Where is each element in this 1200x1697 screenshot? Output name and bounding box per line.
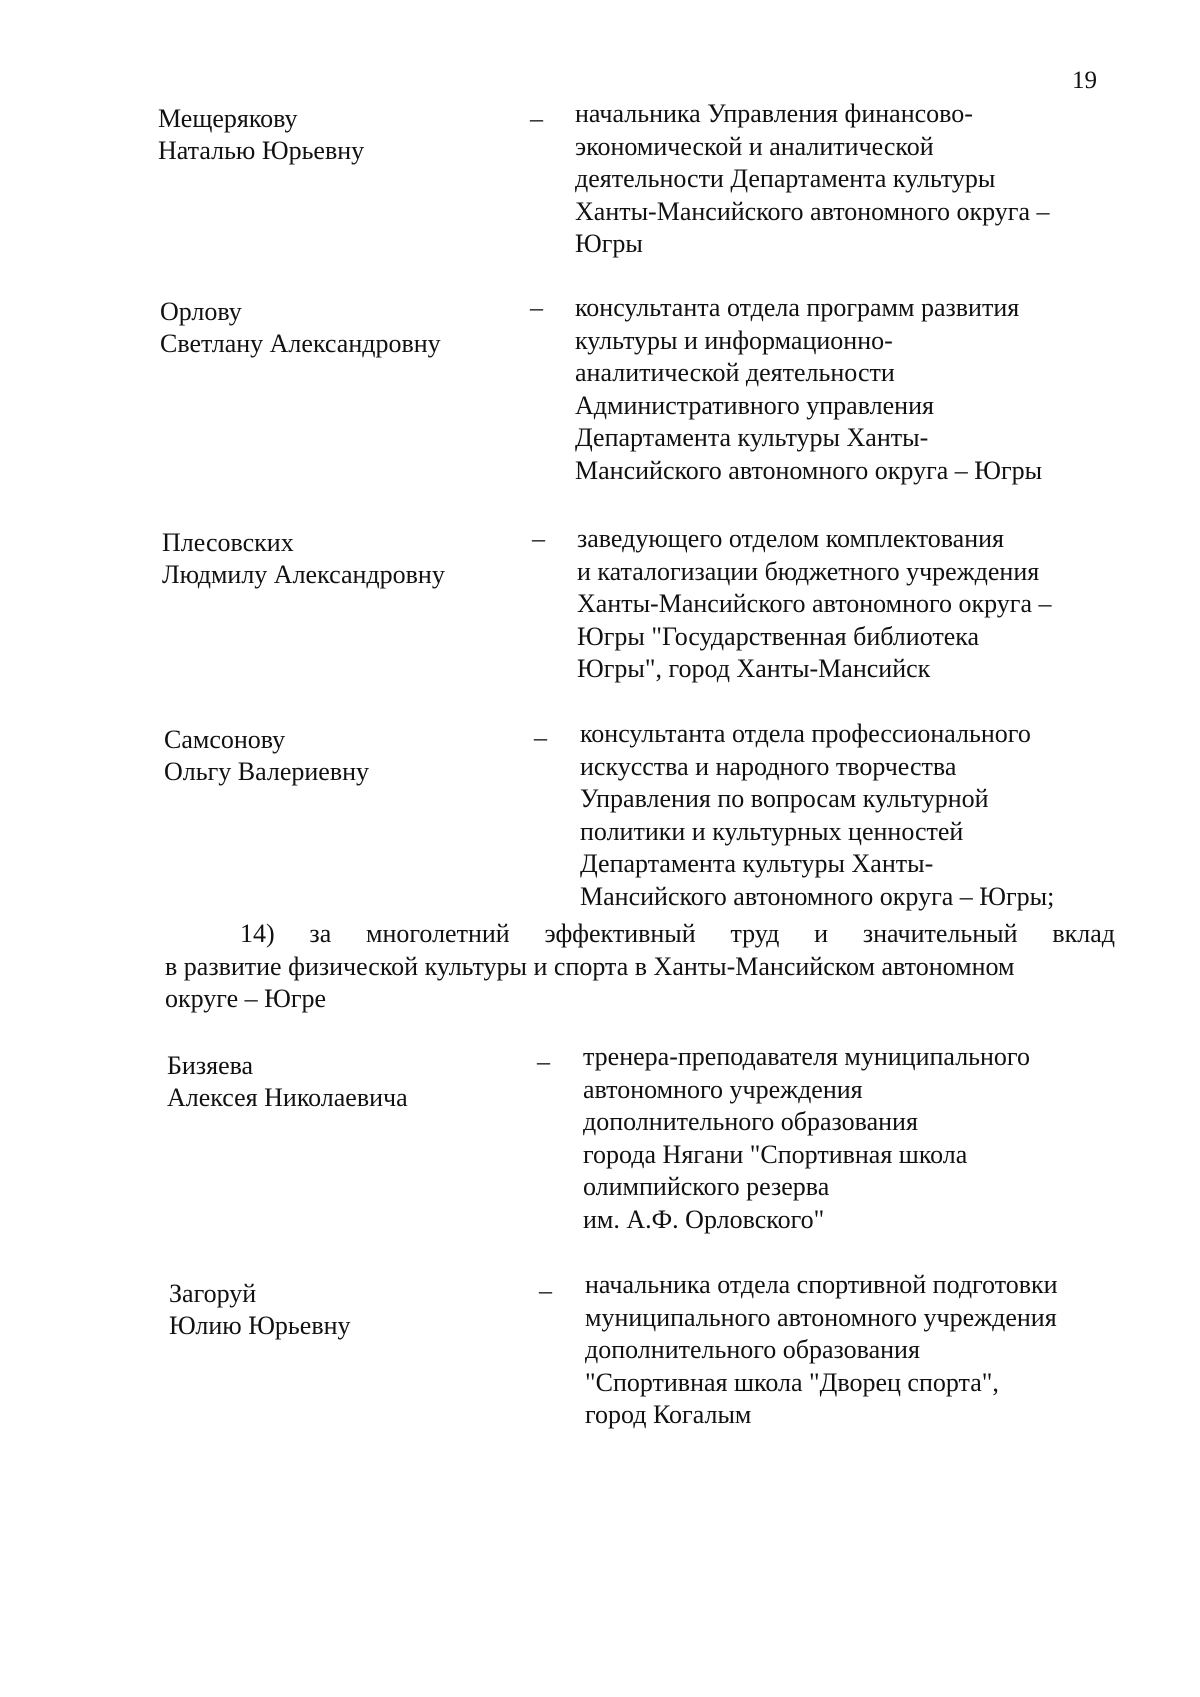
paragraph-line: 14) за многолетний эффективный труд и значительный вклад [240,919,1115,948]
position-line: "Спортивная школа "Дворец спорта", [585,1367,999,1397]
person-name [164,724,369,788]
paragraph-line: округе – Югре [165,984,327,1013]
position-line: город Когалым [585,1400,752,1429]
person-surname: Плесовских [162,528,294,557]
position-line: Ханты-Мансийского автономного округа – [575,196,1050,226]
position-line: олимпийского резерва [583,1172,830,1201]
person-name [158,103,364,167]
person-name [167,1050,408,1114]
dash-separator: – [530,104,543,133]
position-line: Департамента культуры Ханты- [580,849,934,878]
person-position [583,1041,1030,1236]
position-line: Управления по вопросам культурной [580,784,989,813]
position-line: Ханты-Мансийского автономного округа – [577,589,1052,618]
person-surname: Мещерякову [158,104,298,133]
position-line: консультанта отдела профессионального [580,719,1031,748]
person-given-names: Алексея Николаевича [167,1083,408,1112]
position-line: культуры и информационно- [575,325,893,355]
dash-separator: – [534,723,547,752]
dash-separator: – [539,1276,552,1305]
position-line: начальника отдела спортивной подготовки [585,1270,1058,1299]
person-surname: Загоруй [169,1279,257,1308]
position-line: дополнительного образования [585,1335,920,1364]
position-line: Департамента культуры Ханты- [575,423,929,452]
position-line: Мансийского автономного округа – Югры [575,455,1043,485]
position-line: начальника Управления финансово- [575,99,973,128]
section-paragraph [165,918,1115,1016]
dash-separator: – [532,524,545,553]
person-given-names: Ольгу Валериевну [164,757,370,786]
position-line: политики и культурных ценностей [580,816,964,846]
dash-separator: – [537,1047,550,1076]
person-given-names: Людмилу Александровну [162,560,445,589]
position-line: Административного управления [575,390,934,420]
person-position [585,1269,1058,1432]
position-line: Югры", город Ханты-Мансийск [577,654,931,683]
person-position [577,523,1052,686]
person-name [169,1278,351,1342]
position-line: заведующего отделом комплектования [577,524,1005,553]
person-surname: Орлову [160,297,242,326]
position-line: автономного учреждения [583,1074,863,1104]
person-surname: Бизяева [167,1051,254,1080]
position-line: Югры [575,229,643,258]
page-number: 19 [1072,67,1097,94]
person-position [575,98,1050,261]
person-given-names: Наталью Юрьевну [158,136,365,165]
person-position [580,718,1054,913]
position-line: тренера-преподавателя муниципального [583,1042,1030,1071]
position-line: деятельности Департамента культуры [575,164,996,193]
person-given-names: Юлию Юрьевну [169,1311,351,1340]
person-name [160,296,441,360]
position-line: города Нягани "Спортивная школа [583,1139,968,1169]
position-line: аналитической деятельности [575,358,895,387]
position-line: Мансийского автономного округа – Югры; [580,881,1055,911]
person-given-names: Светлану Александровну [160,329,441,358]
position-line: Югры "Государственная библиотека [577,621,980,651]
person-surname: Самсонову [164,725,286,754]
position-line: им. А.Ф. Орловского" [583,1204,825,1234]
position-line: экономической и аналитической [575,131,934,161]
position-line: и каталогизации бюджетного учреждения [577,556,1040,586]
dash-separator: – [530,293,543,322]
position-line: консультанта отдела программ развития [575,293,1020,322]
position-line: муниципального автономного учреждения [585,1302,1057,1332]
position-line: искусства и народного творчества [580,751,957,781]
position-line: дополнительного образования [583,1107,918,1136]
paragraph-line: в развитие физической культуры и спорта в Ханты-Мансийском автономном [165,951,1015,981]
person-name [162,527,445,591]
person-position [575,292,1042,487]
